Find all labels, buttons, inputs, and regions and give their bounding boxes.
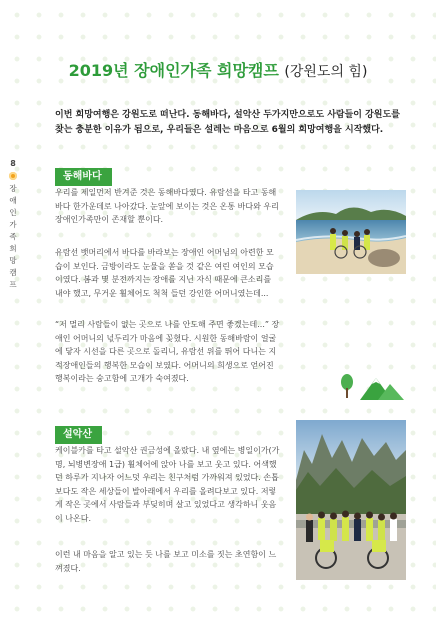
page-title xyxy=(0,58,436,81)
side-label-char: 프 xyxy=(9,280,17,289)
side-label-char: 족 xyxy=(9,232,17,241)
section-heading-donghae: 동해바다 xyxy=(55,168,112,186)
title-main: 2019년 장애인가족 희망캠프 xyxy=(68,61,279,80)
beach-photo xyxy=(296,190,406,274)
page-number: 8 xyxy=(10,159,16,168)
flower-icon xyxy=(9,172,17,180)
donghae-paragraph-3: “저 멀리 사람들이 없는 곳으로 나를 안도해 주면 좋겠는데...” 장애인 어머니의 넋두리가 마음에 꽂혔다. 시원한 동해바람이 얼굴에 닿자 시선을 다른 곳으로 돌리니, 유람선 위를 뛰어 다니는 지적장애인들의 행복한 모습이 보였다. 어머니의 희생으로 얻어진 행복이라는 숭고함에 고개가 숙여졌다. xyxy=(55,320,280,383)
side-label-char: 애 xyxy=(9,196,17,205)
side-label-char: 가 xyxy=(9,220,17,229)
mountain-group-photo xyxy=(296,420,406,580)
mountain-decoration xyxy=(338,372,408,402)
side-label-char: 인 xyxy=(9,208,17,217)
donghae-paragraph-2: 유람선 뱃머리에서 바다를 바라보는 장애인 어머님의 아련한 모습이 보인다. 금방이라도 눈물을 쏟을 것 같은 여린 여인의 모습이였다. 봄과 몇 분전까지는 장애를 지닌 자식 때문에 큰소리를 내야 했고, 무거운 휠체어도 척척 들던 강인한 어머니였는데... xyxy=(55,248,274,298)
side-label-char: 장 xyxy=(9,184,17,193)
tree-icon xyxy=(341,374,353,398)
mountain-icon xyxy=(360,378,404,400)
side-label-char: 망 xyxy=(9,256,17,265)
donghae-paragraph-1: 우리를 제일먼저 반겨준 것은 동해바다였다. 유람선을 타고 동해바다 한가운데로 나아갔다. 눈앞에 보이는 것은 온통 바다와 우리 장애인가족만이 존재할 뿐이다. xyxy=(55,188,279,224)
seorak-paragraph-1: 케이블카를 타고 설악산 권금성에 올랐다. 내 옆에는 병일이가(가명, 뇌병변장애 1급) 휠체어에 앉아 나를 보고 웃고 있다. 어색했던 하루가 지나자 어느덧 우리는 친구처럼 가까워져 있었다. 손톱보다도 작은 세상들이 발아래에서 우리를 올려다보고 있다. 저렇게 작은 곳에서 사람들과 부딪히며 살고 있었다고 생각하니 웃음이 나온다. xyxy=(55,446,280,523)
side-label-char: 캠 xyxy=(9,268,17,277)
title-subtitle: (강원도의 힘) xyxy=(284,64,368,80)
seorak-paragraph-2: 이런 내 마음을 알고 있는 듯 나를 보고 미소를 짓는 초연함이 느껴졌다. xyxy=(55,550,277,573)
section-heading-seorak: 설악산 xyxy=(55,426,102,444)
side-label-char: 희 xyxy=(9,244,17,253)
side-label xyxy=(7,158,19,291)
intro-paragraph: 이번 희망여행은 강원도로 떠난다. 동해바다, 설악산 두가지만으로도 사람들이 강원도를 찾는 충분한 이유가 됨으로, 우리들은 설레는 마음으로 6월의 희망여행을 시작했다. xyxy=(55,110,400,135)
